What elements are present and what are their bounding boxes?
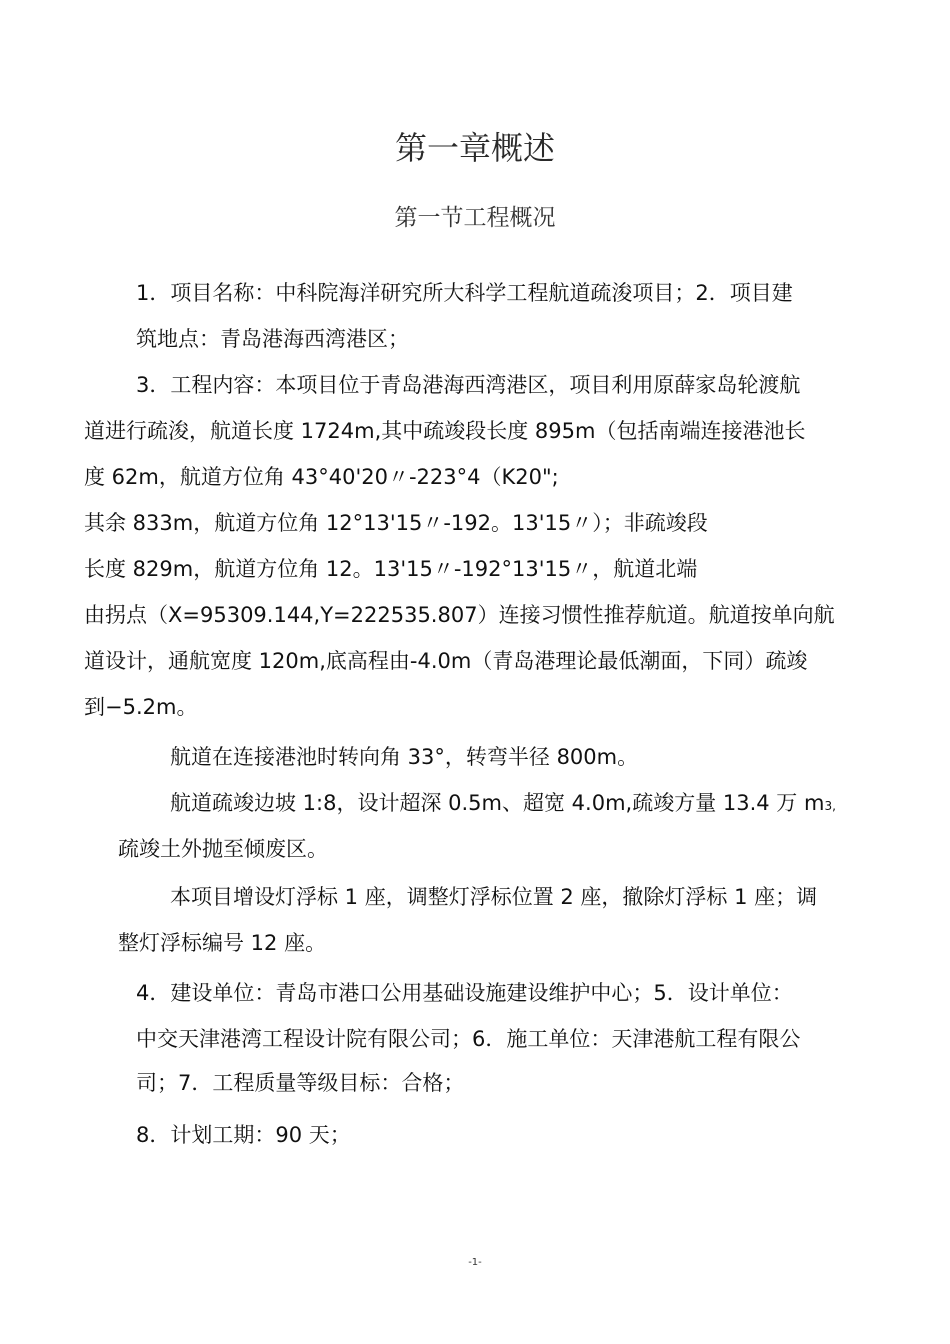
text-line: 道设计，通航宽度 120m,底高程由-4.0m（青岛港理论最低潮面，下同）疏竣	[84, 649, 808, 673]
text-line: 筑地点：青岛港海西湾港区；	[136, 327, 409, 351]
text-line: 其余 833m，航道方位角 12°13'15〃-192。13'15〃）；非疏竣段	[84, 511, 708, 535]
text-line: 度 62m，航道方位角 43°40'20〃-223°4（K20";	[84, 465, 559, 489]
text-line: 长度 829m，航道方位角 12。13'15〃-192°13'15〃，航道北端	[84, 557, 698, 581]
text-line: 3．工程内容：本项目位于青岛港海西湾港区，项目利用原薛家岛轮渡航	[136, 373, 801, 397]
text-line: 道进行疏浚，航道长度 1724m,其中疏竣段长度 895m（包括南端连接港池长	[84, 419, 806, 443]
text-line: 由拐点（X=95309.144,Y=222535.807）连接习惯性推荐航道。航道按单向航	[84, 603, 835, 627]
text-line: 1．项目名称：中科院海洋研究所大科学工程航道疏浚项目；2．项目建	[136, 281, 793, 305]
chapter-title: 第一章概述	[394, 129, 555, 167]
text-line: 本项目增设灯浮标 1 座，调整灯浮标位置 2 座，撤除灯浮标 1 座；调	[170, 885, 818, 909]
text-line	[170, 788, 836, 821]
volume-unit-suffix: 3,	[824, 799, 836, 813]
text-line: 8．计划工期：90 天；	[136, 1123, 351, 1147]
text-line: 疏竣土外抛至倾废区。	[118, 837, 328, 861]
text-line: 航道在连接港池时转向角 33°，转弯半径 800m。	[170, 745, 639, 769]
text-line: 整灯浮标编号 12 座。	[118, 931, 327, 955]
text-line: 司；7．工程质量等级目标：合格；	[136, 1071, 465, 1095]
text-line: 到−5.2m。	[84, 695, 198, 719]
text-line-main: 航道疏竣边坡 1:8，设计超深 0.5m、超宽 4.0m,疏竣方量 13.4 万 m	[170, 791, 825, 815]
section-title: 第一节工程概况	[394, 205, 556, 231]
text-line: 中交天津港湾工程设计院有限公司；6．施工单位：天津港航工程有限公	[136, 1027, 801, 1051]
page-number: -1-	[468, 1257, 482, 1268]
text-line: 4．建设单位：青岛市港口公用基础设施建设维护中心；5．设计单位：	[136, 981, 793, 1005]
